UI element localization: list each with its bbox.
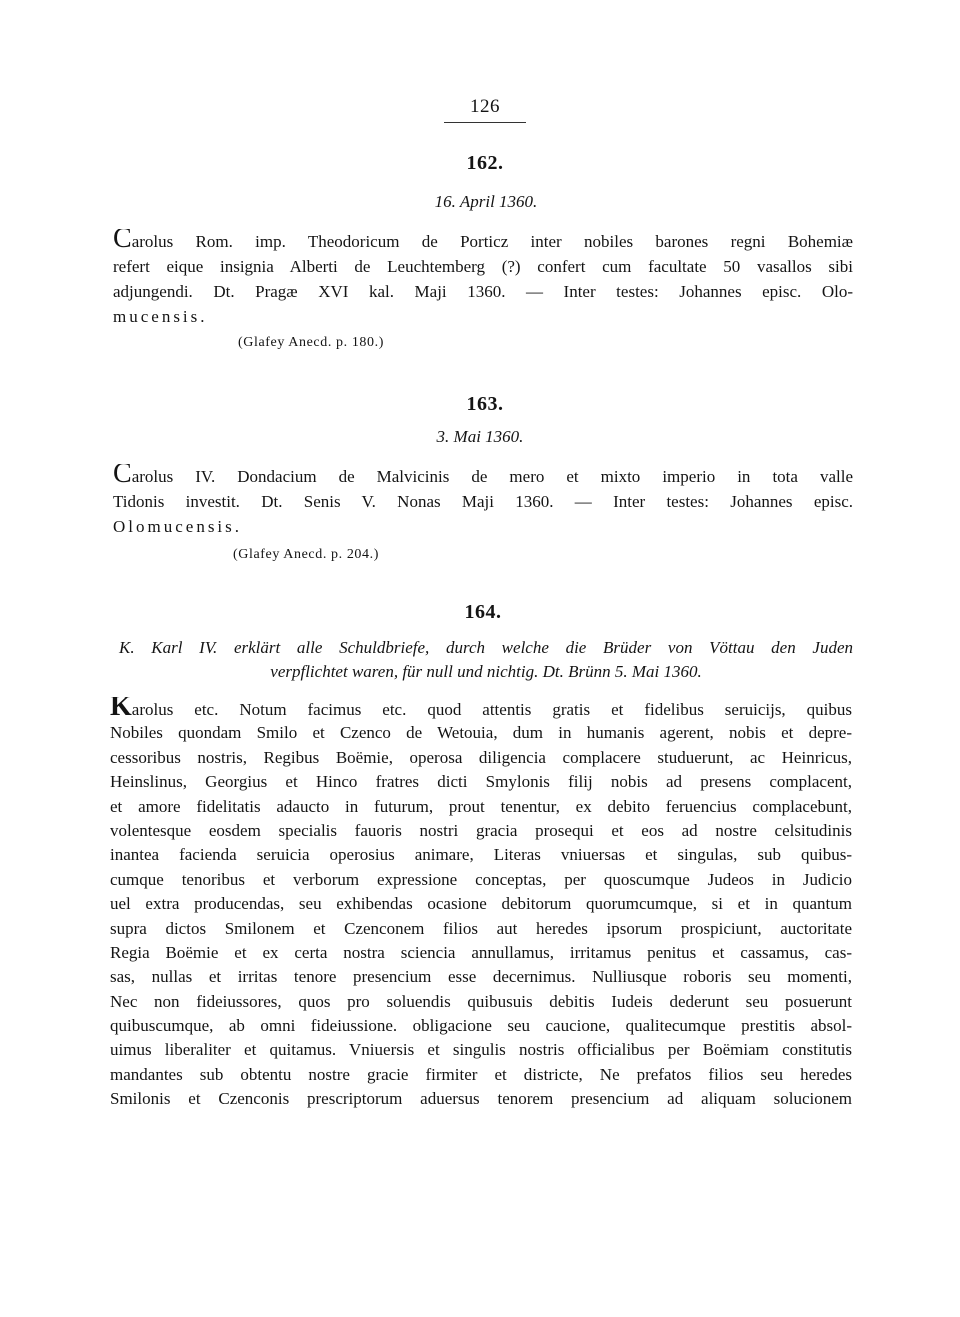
initial-letter: C — [113, 464, 132, 489]
text-line: supra dictos Smilonem et Czenconem filios aut heredes ipsorum prospiciunt, auctoritate — [110, 918, 852, 938]
text-line: uimus liberaliter et quitamus. Vniuersis et singulis nostris officialibus per Boëmiam constitutis — [110, 1040, 852, 1060]
text-line: Tidonis investit. Dt. Senis V. Nonas Maji 1360. — Inter testes: Johannes episc. — [113, 492, 853, 511]
initial-letter: K — [110, 697, 132, 722]
page-number: 126 — [470, 96, 500, 117]
entry-number-162: 162. — [466, 152, 504, 174]
entry-date-162: 16. April 1360. — [434, 192, 538, 211]
text-line: Carolus Rom. imp. Theodoricum de Porticz inter nobiles barones regni Bohemiæ — [113, 229, 853, 254]
text-line: Carolus IV. Dondacium de Malvicinis de mero et mixto imperio in tota valle — [113, 464, 853, 489]
text-line: Nobiles quondam Smilo et Czenco de Wetouia, dum in humanis agerent, nobis et depre- — [110, 723, 852, 743]
text-line: volentesque eosdem specialis fauoris nostri gracia prosequi et eos ad nostre celsitudinis — [110, 820, 852, 840]
entry-number-164: 164. — [464, 601, 502, 623]
entry-date-163: 3. Mai 1360. — [436, 427, 524, 446]
page-number-rule — [444, 122, 526, 123]
entry-text-162 — [113, 229, 853, 329]
text-line: quibuscumque, ab omni fideiussione. obligacione seu caucione, qualitecumque prestitis absol- — [110, 1016, 852, 1036]
text-line: cumque tenoribus et verborum expressione conceptas, per quoscumque Judeos in Judicio — [110, 869, 852, 889]
entry-text-163 — [113, 464, 853, 539]
text-line: Regia Boëmie et ex certa nostra sciencia annullamus, irritamus penitus et cassamus, cas- — [110, 942, 852, 962]
text-line: mucensis. — [113, 307, 208, 326]
text-line: Heinslinus, Georgius et Hinco fratres dicti Smylonis filij nobis ad presens complacent, — [110, 772, 852, 792]
text-line: inantea facienda seruicia operosius animare, Literas vniuersas et singulas, sub quibus- — [110, 845, 852, 865]
text-line: cessoribus nostris, Regibus Boëmie, operosa diligencia complacere studuerunt, ac Heinricus, — [110, 747, 852, 767]
summary-line: verpflichtet waren, für null und nichtig. Dt. Brünn 5. Mai 1360. — [270, 662, 702, 681]
text-line: Olomucensis. — [113, 517, 243, 536]
text-line: Karolus etc. Notum facimus etc. quod attentis gratis et fidelibus seruicijs, quibus — [110, 697, 852, 721]
text-line: Nec non fideiussores, quos pro soluendis quibusuis debitis Iudeis dederunt seu posuerunt — [110, 991, 852, 1011]
entry-number-163: 163. — [466, 393, 504, 415]
source-citation-163: (Glafey Anecd. p. 204.) — [233, 547, 379, 562]
text-line: Smilonis et Czenconis prescriptorum aduersus tenorem presencium ad aliquam solucionem — [110, 1089, 852, 1109]
text-line: sas, nullas et irritas tenore presencium esse decernimus. Nulliusque roboris seu momenti, — [110, 967, 852, 987]
text-line: et amore fidelitatis adaucto in futurum, prout tenentur, ex debito feruencius complacebunt, — [110, 796, 852, 816]
text-line: refert eique insignia Alberti de Leuchtemberg (?) confert cum facultate 50 vasallos sibi — [113, 257, 853, 276]
initial-letter: C — [113, 229, 132, 254]
source-citation-162: (Glafey Anecd. p. 180.) — [238, 335, 384, 350]
entry-summary-164 — [119, 636, 853, 684]
text-line: mandantes sub obtentu nostre gracie firmiter et districte, Ne prefatos filios seu heredes — [110, 1064, 852, 1084]
summary-line: K. Karl IV. erklärt alle Schuldbriefe, durch welche die Brüder von Vöttau den Juden — [119, 638, 853, 657]
text-line: uel extra producendas, seu exhibendas ocasione debitorum quorumcumque, si et in quantum — [110, 894, 852, 914]
entry-text-164 — [110, 697, 852, 1112]
text-line: adjungendi. Dt. Pragæ XVI kal. Maji 1360. — Inter testes: Johannes episc. Olo- — [113, 282, 853, 301]
